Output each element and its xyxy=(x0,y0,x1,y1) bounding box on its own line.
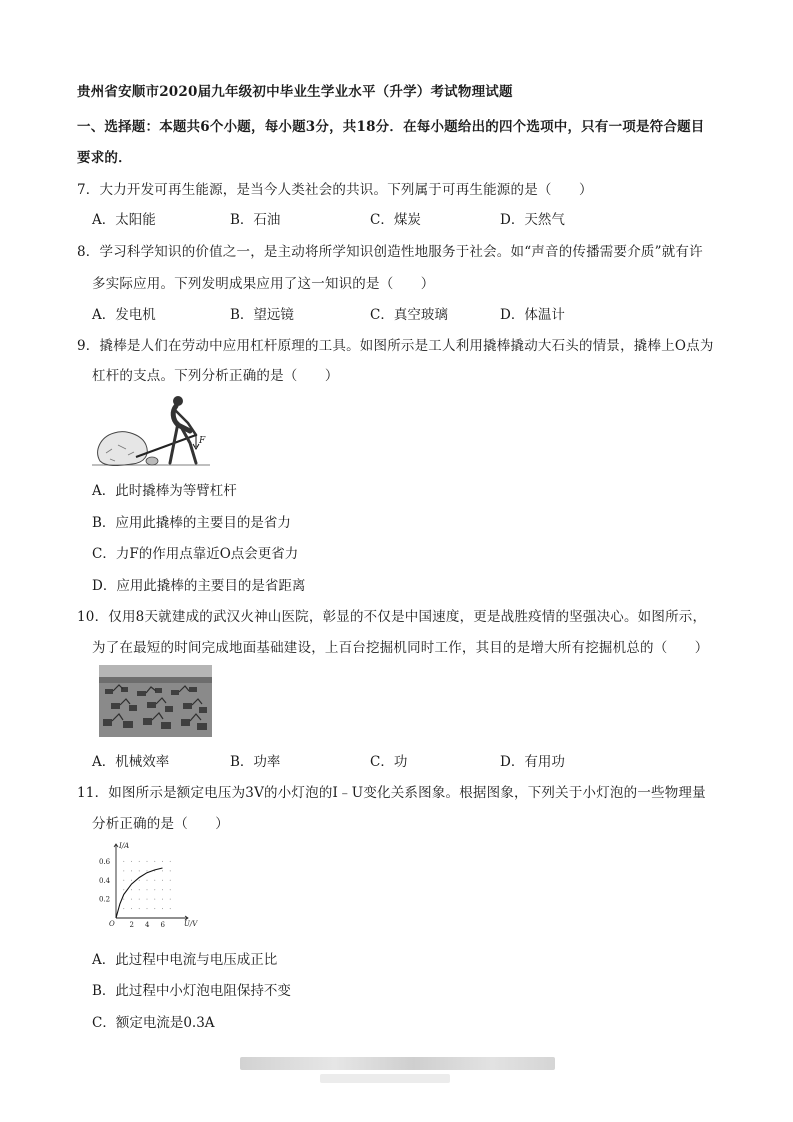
q7-option-a: A．太阳能 xyxy=(92,212,156,228)
grid-dot xyxy=(170,889,171,890)
grid-dot xyxy=(131,861,132,862)
q11-option-a: A．此过程中电流与电压成正比 xyxy=(92,952,278,968)
x-tick-label: 6 xyxy=(160,921,165,929)
q9-option-a: A．此时撬棒为等臂杠杆 xyxy=(92,483,237,499)
grid-dot xyxy=(154,908,155,909)
grid-dot xyxy=(123,908,124,909)
grid-dot xyxy=(162,880,163,881)
x-tick-label: 4 xyxy=(145,921,150,929)
q8-option-d: D．体温计 xyxy=(500,307,565,323)
grid-dot xyxy=(139,861,140,862)
q7-option-b: B．石油 xyxy=(230,212,281,228)
grid-dot xyxy=(170,899,171,900)
grid-dot xyxy=(123,880,124,881)
grid-dot xyxy=(170,880,171,881)
grid-dot xyxy=(154,899,155,900)
question-8-stem: 8．学习科学知识的价值之一，是主动将所学知识创造性地服务于社会。如“声音的传播需要介质”就有许 xyxy=(77,244,703,260)
grid-dot xyxy=(162,908,163,909)
section-heading-cont: 要求的． xyxy=(77,150,132,166)
q9-option-d: D．应用此撬棒的主要目的是省距离 xyxy=(92,578,306,594)
question-10-stem: 10．仅用8天就建成的武汉火神山医院，彰显的不仅是中国速度，更是战胜疫情的坚强决心。如图所示， xyxy=(77,609,707,625)
question-11-stem: 11．如图所示是额定电压为3V的小灯泡的I﹣U变化关系图象。根据图象，下列关于小灯泡的一些物理量 xyxy=(77,785,706,801)
iu-curve xyxy=(116,868,163,918)
question-9-stem-cont: 杠杆的支点。下列分析正确的是（ ） xyxy=(92,368,339,384)
grid-dot xyxy=(147,870,148,871)
grid-dot xyxy=(147,899,148,900)
grid-dot xyxy=(139,889,140,890)
question-9-stem: 9．撬棒是人们在劳动中应用杠杆原理的工具。如图所示是工人利用撬棒撬动大石头的情景，撬棒上O点为 xyxy=(77,338,714,354)
grid-dot xyxy=(154,880,155,881)
q10-option-d: D．有用功 xyxy=(500,754,565,770)
grid-dot xyxy=(147,880,148,881)
question-8-stem-cont: 多实际应用。下列发明成果应用了这一知识的是（ ） xyxy=(92,276,435,292)
q11-option-c: C．额定电流是0.3A xyxy=(92,1015,215,1031)
grid-dot xyxy=(123,889,124,890)
origin-label: O xyxy=(109,920,115,928)
grid-dot xyxy=(139,899,140,900)
grid-dot xyxy=(147,861,148,862)
grid-dot xyxy=(131,880,132,881)
grid-dot xyxy=(170,861,171,862)
y-axis-label: I/A xyxy=(119,842,130,850)
iu-graph xyxy=(94,842,204,932)
grid-dot xyxy=(154,889,155,890)
q11-option-b: B．此过程中小灯泡电阻保持不变 xyxy=(92,983,291,999)
grid-dot xyxy=(139,880,140,881)
grid-dot xyxy=(162,861,163,862)
y-tick-label: 0.2 xyxy=(99,895,111,904)
question-11-stem-cont: 分析正确的是（ ） xyxy=(92,816,229,832)
force-f-label: F xyxy=(199,436,206,446)
q9-option-b: B．应用此撬棒的主要目的是省力 xyxy=(92,515,291,531)
grid-dot xyxy=(162,899,163,900)
grid-dot xyxy=(123,870,124,871)
grid-dot xyxy=(170,908,171,909)
grid-dot xyxy=(131,870,132,871)
question-7-stem: 7．大力开发可再生能源，是当今人类社会的共识。下列属于可再生能源的是（ ） xyxy=(77,182,593,198)
q10-option-a: A．机械效率 xyxy=(92,754,170,770)
grid-dot xyxy=(131,889,132,890)
question-10-stem-cont: 为了在最短的时间完成地面基础建设，上百台挖掘机同时工作，其目的是增大所有挖掘机总的（ ） xyxy=(92,640,709,656)
q8-option-a: A．发电机 xyxy=(92,307,156,323)
grid-dot xyxy=(139,908,140,909)
x-axis-label: U/V xyxy=(184,920,198,928)
grid-dot xyxy=(123,861,124,862)
grid-dot xyxy=(147,889,148,890)
q8-option-c: C．真空玻璃 xyxy=(370,307,448,323)
q7-option-c: C．煤炭 xyxy=(370,212,421,228)
grid-dot xyxy=(162,889,163,890)
q8-option-b: B．望远镜 xyxy=(230,307,294,323)
grid-dot xyxy=(170,870,171,871)
footer-watermark-line2 xyxy=(320,1074,450,1083)
y-tick-label: 0.6 xyxy=(99,857,111,866)
q7-option-d: D．天然气 xyxy=(500,212,565,228)
construction-site-photo xyxy=(99,665,212,737)
section-heading: 一、选择题：本题共6个小题，每小题3分，共18分．在每小题给出的四个选项中，只有一项是符合题目 xyxy=(77,119,705,135)
grid-dot xyxy=(147,908,148,909)
q9-option-c: C．力F的作用点靠近O点会更省力 xyxy=(92,546,299,562)
lever-illustration xyxy=(92,393,212,469)
grid-dot xyxy=(162,870,163,871)
grid-dot xyxy=(123,899,124,900)
footer-watermark-line1 xyxy=(240,1057,555,1070)
document-title: 贵州省安顺市2020届九年级初中毕业生学业水平（升学）考试物理试题 xyxy=(77,84,513,100)
q10-option-c: C．功 xyxy=(370,754,408,770)
grid-dot xyxy=(154,861,155,862)
grid-dot xyxy=(131,899,132,900)
x-tick-label: 2 xyxy=(129,921,134,929)
grid-dot xyxy=(139,870,140,871)
grid-dot xyxy=(131,908,132,909)
y-tick-label: 0.4 xyxy=(99,876,111,885)
q10-option-b: B．功率 xyxy=(230,754,281,770)
